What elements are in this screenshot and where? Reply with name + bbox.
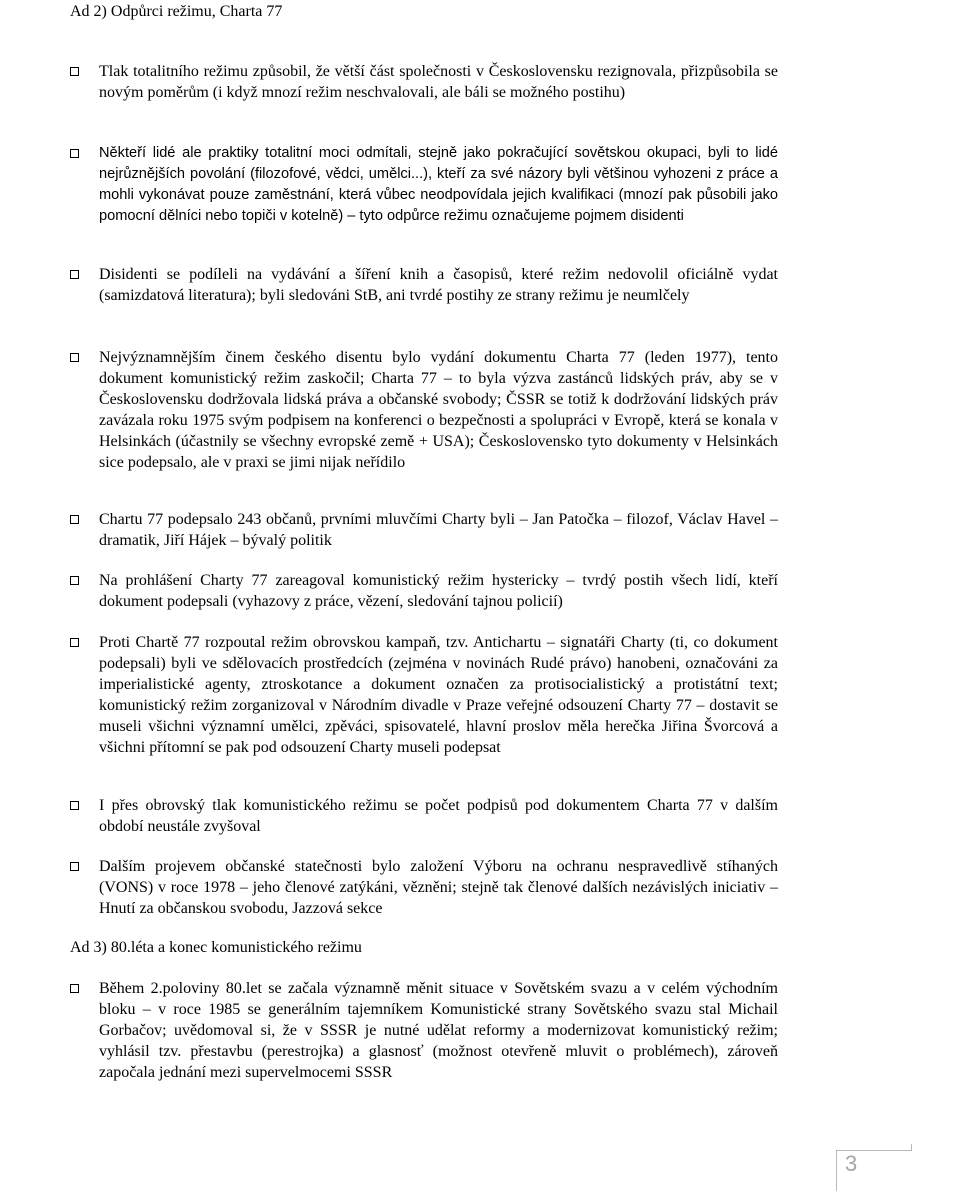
- list-item-text: Tlak totalitního režimu způsobil, že větší část společnosti v Československu rezignovala, přizpůsobila se novým poměrům (i když mnozí režim neschvalovali, ale báli se možného postihu): [99, 63, 778, 101]
- checkbox-bullet-icon: [70, 353, 79, 362]
- page-number: 3: [845, 1151, 858, 1176]
- section-2-heading: Ad 2) Odpůrci režimu, Charta 77: [70, 3, 283, 20]
- list-item-text: Na prohlášení Charty 77 zareagoval komunistický režim hystericky – tvrdý postih všech lidí, kteří dokument podepsali (vyhazovy z práce, vězení, sledování tajnou policií): [99, 572, 778, 610]
- list-item-text: Někteří lidé ale praktiky totalitní moci odmítali, stejně jako pokračující sovětskou okupaci, byli to lidé nejrůznějších povolání (filozofové, vědci, umělci...), kteří za své názory byli většinou vyhozeni z práce a mohli vykonávat pouze zaměstnání, která vůbec neodpovídala jejich kvalifikaci (mnozí pak působili jako pomocní dělníci nebo topiči v kotelně) – tyto odpůrce režimu označujeme pojmem disidenti: [99, 145, 778, 224]
- checkbox-bullet-icon: [70, 67, 79, 76]
- checkbox-bullet-icon: [70, 515, 79, 524]
- checkbox-bullet-icon: [70, 638, 79, 647]
- list-item-text: Během 2.poloviny 80.let se začala významně měnit situace v Sovětském svazu a v celém východním bloku – v roce 1985 se generálním tajemníkem Komunistické strany Sovětského svazu stal Michail Gorbačov; uvědomoval si, že v SSSR je nutné udělat reformy a modernizovat komunistický režim; vyhlásil tzv. přestavbu (perestrojka) a glasnosť (možnost otevřeně mluvit o problémech), zároveň započala jednání mezi supervelmocemi SSSR: [99, 980, 778, 1081]
- checkbox-bullet-icon: [70, 862, 79, 871]
- section-3-heading: Ad 3) 80.léta a konec komunistického režimu: [70, 939, 362, 956]
- checkbox-bullet-icon: [70, 984, 79, 993]
- list-item-text: Dalším projevem občanské statečnosti bylo založení Výboru na ochranu nespravedlivě stíhaných (VONS) v roce 1978 – jeho členové zatýkáni, vězněni; stejně tak členové dalších nezávislých iniciativ – Hnutí za občanskou svobodu, Jazzová sekce: [99, 858, 778, 917]
- list-item-text: I přes obrovský tlak komunistického režimu se počet podpisů pod dokumentem Charta 77 v dalším období neustále zvyšoval: [99, 797, 778, 835]
- checkbox-bullet-icon: [70, 270, 79, 279]
- checkbox-bullet-icon: [70, 576, 79, 585]
- list-item-text: Proti Chartě 77 rozpoutal režim obrovskou kampaň, tzv. Antichartu – signatáři Charty (ti, co dokument podepsali) byli ve sdělovacích prostředcích (zejména v novinách Rudé právo) hanobeni, označováni za imperialistické agenty, ztroskotance a dokument označen za protisocialistický a protistátní text; komunistický režim zorganizoval v Národním divadle v Praze veřejné odsouzení Charty 77 – dostavit se museli všichni významní umělci, zpěváci, spisovatelé, hlavní proslov měla herečka Jiřina Švorcová a všichni přítomní se pak pod odsouzení Charty museli podepsat: [99, 634, 778, 756]
- list-item-text: Nejvýznamnějším činem českého disentu bylo vydání dokumentu Charta 77 (leden 1977), tento dokument komunistický režim zaskočil; Charta 77 – to byla výzva zastánců lidských práv, aby se v Československu dodržovala lidská práva a občanské svobody; ČSSR se totiž k dodržování lidských práv zavázala roku 1975 svým podpisem na konferenci o bezpečnosti a spolupráci v Evropě, která se konala v Helsinkách (účastnily se všechny evropské země + USA); Československo tyto dokumenty v Helsinkách sice podepsalo, ale v praxi se jimi nijak neřídilo: [99, 349, 778, 471]
- list-item-text: Disidenti se podíleli na vydávání a šíření knih a časopisů, které režim nedovolil oficiálně vydat (samizdatová literatura); byli sledováni StB, ani tvrdé postihy ze strany režimu je neumlčely: [99, 266, 778, 304]
- checkbox-bullet-icon: [70, 149, 79, 158]
- checkbox-bullet-icon: [70, 801, 79, 810]
- list-item-text: Chartu 77 podepsalo 243 občanů, prvními mluvčími Charty byli – Jan Patočka – filozof, Václav Havel – dramatik, Jiří Hájek – bývalý politik: [99, 511, 778, 549]
